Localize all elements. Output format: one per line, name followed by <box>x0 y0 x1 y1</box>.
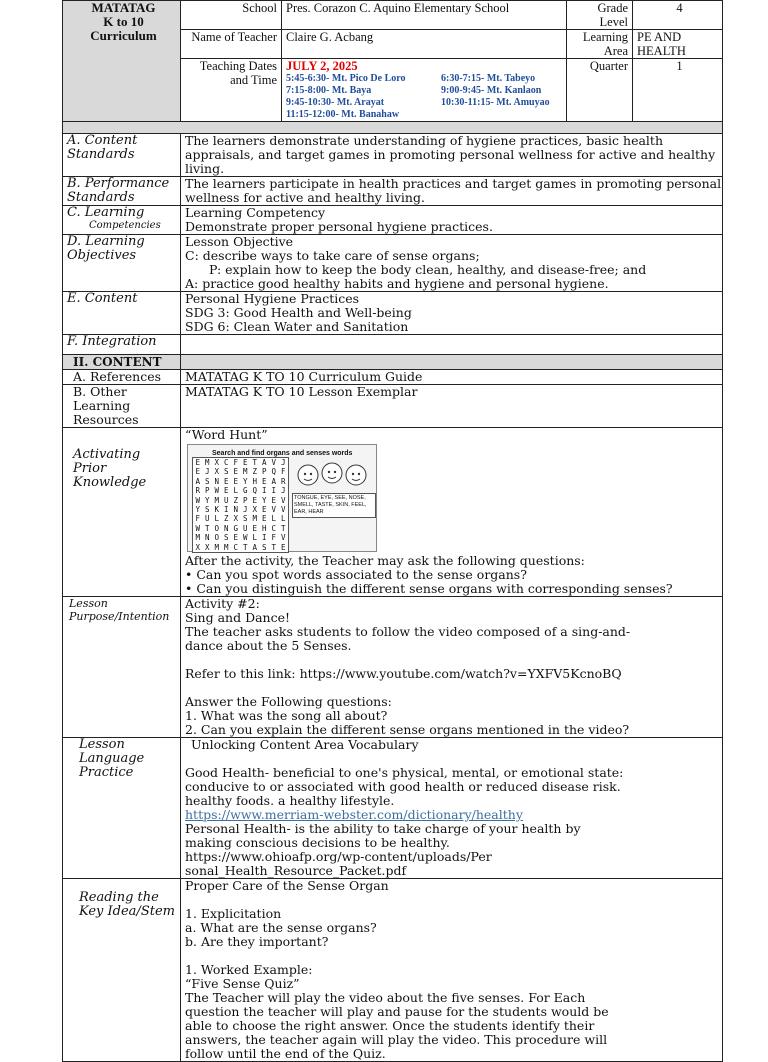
word-search-letter: Z <box>252 467 257 477</box>
quarter-label: Quarter <box>567 59 633 122</box>
word-search-letter: M <box>214 495 219 505</box>
word-search-letter: W <box>195 495 200 505</box>
content-line: SDG 6: Clean Water and Sanitation <box>185 319 409 334</box>
word-search-letter: M <box>214 542 219 552</box>
competencies-label: C. Learning <box>67 205 145 220</box>
word-search-letter: E <box>195 467 200 477</box>
teacher-value: Claire G. Acbang <box>282 30 567 59</box>
word-search-grid <box>192 457 289 553</box>
word-search-letter: I <box>261 486 267 496</box>
schedule-list <box>286 73 566 121</box>
schedule-item: 9:00-9:45- Mt. Kanlaon <box>441 85 542 96</box>
reading-line: Proper Care of the Sense Organ <box>185 878 389 893</box>
word-search-letter: Y <box>261 495 267 505</box>
word-search-image <box>187 444 377 552</box>
objective-p: P: explain how to keep the body clean, healthy, and disease-free; and <box>209 262 647 277</box>
word-search-letter: E <box>233 476 238 486</box>
word-search-letter: X <box>214 458 219 467</box>
integration-label: F. Integration <box>63 335 181 355</box>
word-search-letter: F <box>271 533 276 543</box>
word-search-letter: I <box>223 505 229 515</box>
references-text: MATATAG K TO 10 Curriculum Guide <box>181 370 723 385</box>
content-label: E. Content <box>63 292 181 335</box>
content-text <box>181 292 723 335</box>
purpose-line: The teacher asks students to follow the video composed of a sing-and-dance about the 5 Senses. <box>185 624 631 653</box>
other-resources-text: MATATAG K TO 10 Lesson Exemplar <box>181 385 723 428</box>
competencies-sublabel: Competencies <box>89 220 161 231</box>
word-search-letter: J <box>280 486 286 496</box>
content-standards-label: A. Content Standards <box>63 134 181 177</box>
word-search-letter: W <box>242 533 248 543</box>
lesson-plan-table <box>62 0 723 1062</box>
word-search-letter: W <box>214 486 219 496</box>
word-search-letter: Y <box>242 476 248 486</box>
word-search-letter: N <box>233 505 238 515</box>
word-search-letter: X <box>252 505 257 515</box>
word-search-letter: E <box>280 542 286 552</box>
children-faces-icon <box>296 459 368 491</box>
other-resources-label: B. Other Learning Resources <box>63 385 181 428</box>
word-search-letter: C <box>271 523 276 533</box>
purpose-question: 2. Can you explain the different sense organs mentioned in the video? <box>185 722 630 737</box>
word-search-letter: Q <box>271 467 276 477</box>
word-search-letter: Y <box>195 505 200 515</box>
quarter-value: 1 <box>633 59 723 122</box>
word-search-letter: J <box>242 505 248 515</box>
word-search-letter: U <box>242 523 248 533</box>
word-search-letter: S <box>261 542 267 552</box>
word-search-letter: S <box>204 476 210 486</box>
competency-heading: Learning Competency <box>185 205 326 220</box>
content-heading: II. CONTENT <box>63 355 181 370</box>
word-search-letter: S <box>242 514 248 524</box>
word-search-letter: X <box>214 467 219 477</box>
word-search-letter: E <box>242 458 248 467</box>
section-divider <box>63 122 723 134</box>
area-value: PE AND HEALTH <box>633 30 723 59</box>
word-search-letter: N <box>214 476 219 486</box>
word-search-letter: E <box>261 514 267 524</box>
language-content <box>181 738 723 879</box>
word-search-letter: V <box>280 533 286 543</box>
word-search-letter: L <box>233 486 238 496</box>
reading-line: b. Are they important? <box>185 934 329 949</box>
word-search-letter: L <box>280 514 286 524</box>
school-label: School <box>181 1 282 30</box>
word-search-letter: P <box>204 486 210 496</box>
competency-text: Demonstrate proper personal hygiene practices. <box>185 219 493 234</box>
lesson-plan-page <box>62 0 722 1061</box>
word-search-letter: M <box>195 533 200 543</box>
word-search-letter: K <box>214 505 219 515</box>
ohioafp-link[interactable]: https://www.ohioafp.org/wp-content/uploads/Personal_Health_Resource_Packet.pdf <box>185 849 492 878</box>
word-search-letter: R <box>280 476 286 486</box>
word-search-letter: M <box>223 542 229 552</box>
word-search-letter: S <box>204 505 210 515</box>
merriam-webster-link[interactable]: https://www.merriam-webster.com/dictionary/healthy <box>185 807 523 822</box>
word-search-letter: X <box>195 542 200 552</box>
word-search-letter: F <box>233 458 238 467</box>
schedule-cell <box>282 59 567 122</box>
word-search-letter: Y <box>204 495 210 505</box>
objectives-text <box>181 235 723 292</box>
schedule-item: 7:15-8:00- Mt. Baya <box>286 85 372 96</box>
word-search-letter: U <box>223 495 229 505</box>
integration-text <box>181 335 723 355</box>
video-link[interactable]: Refer to this link: https://www.youtube.com/watch?v=YXFV5KcnoBQ <box>185 666 622 681</box>
word-search-letter: I <box>261 533 267 543</box>
word-search-letter: Q <box>252 486 257 496</box>
dates-label: Teaching Dates and Time <box>181 59 282 122</box>
word-search-letter: V <box>271 505 276 515</box>
word-search-letter: E <box>271 495 276 505</box>
word-search-letter: V <box>280 505 286 515</box>
purpose-line: Activity #2: <box>185 596 260 611</box>
reading-label: Reading the Key Idea/Stem <box>63 879 181 1062</box>
purpose-question: 1. What was the song all about? <box>185 708 388 723</box>
word-search-letter: E <box>233 533 238 543</box>
word-search-letter: T <box>271 542 276 552</box>
question-item: • Can you distinguish the different sense organs with corresponding senses? <box>185 581 673 596</box>
competencies-text <box>181 206 723 235</box>
word-search-letter: V <box>280 495 286 505</box>
word-search-letter: W <box>195 523 200 533</box>
grade-label: Grade Level <box>567 1 633 30</box>
word-search-letter: G <box>242 486 248 496</box>
word-search-letter: U <box>204 514 210 524</box>
word-search-letter: T <box>252 458 257 467</box>
word-search-letter: N <box>223 523 229 533</box>
curriculum-line1: K to 10 <box>103 14 144 29</box>
after-activity-text: After the activity, the Teacher may ask the following questions: <box>185 553 585 568</box>
content-heading-fill <box>181 355 723 370</box>
word-search-letter: R <box>195 486 200 496</box>
area-label: Learning Area <box>567 30 633 59</box>
word-search-letter: O <box>214 533 219 543</box>
objective-c: C: describe ways to take care of sense organs; <box>185 248 480 263</box>
word-search-letter: E <box>261 476 267 486</box>
word-search-letter: P <box>261 467 267 477</box>
word-search-letter: H <box>261 523 267 533</box>
curriculum-line2: Curriculum <box>90 28 157 43</box>
word-search-letter: T <box>280 523 286 533</box>
word-search-letter: A <box>195 476 200 486</box>
word-search-letter: Z <box>223 514 229 524</box>
activating-content <box>181 428 723 597</box>
word-search-letter: S <box>223 533 229 543</box>
word-search-title: Search and find organs and senses words <box>212 450 353 457</box>
definition-good-health: Good Health- beneficial to one's physical, mental, or emotional state: conducive to or associated with good health or reduced disease risk. healthy foods. a healthy lifestyle. <box>185 765 624 808</box>
word-search-letter: E <box>233 467 238 477</box>
reading-line: a. What are the sense organs? <box>185 920 377 935</box>
performance-standards-text: The learners participate in health practices and target games in promoting personal wellness for active and healthy living. <box>181 177 723 206</box>
word-search-letter: C <box>233 542 238 552</box>
word-search-letter: X <box>233 514 238 524</box>
word-search-letter: E <box>261 505 267 515</box>
content-standards-text: The learners demonstrate understanding of hygiene practices, basic health appraisals, and target games in promoting personal wellness for active and healthy living. <box>181 134 723 177</box>
reading-line: “Five Sense Quiz” <box>185 976 300 991</box>
word-search-letter: T <box>204 523 210 533</box>
word-search-letter: E <box>223 476 229 486</box>
word-search-letter: F <box>195 514 200 524</box>
word-search-letter: E <box>252 523 257 533</box>
word-search-letter: M <box>204 458 210 467</box>
word-search-letter: V <box>271 458 276 467</box>
reading-line: The Teacher will play the video about the five senses. For Each question the teacher will play and pause for the students would be able to choose the right answer. Once the students identify their answers, the teacher again will play the video. This procedure will follow until the end of the Quiz. <box>185 990 609 1061</box>
content-line: SDG 3: Good Health and Well-being <box>185 305 412 320</box>
word-search-letter: E <box>223 486 229 496</box>
purpose-line: Sing and Dance! <box>185 610 291 625</box>
word-search-letter: L <box>271 514 276 524</box>
matatag-label: MATATAG <box>91 0 156 15</box>
schedule-item: 11:15-12:00- Mt. Banahaw <box>286 109 400 120</box>
objectives-label: D. Learning Objectives <box>63 235 181 292</box>
schedule-item: 9:45-10:30- Mt. Arayat <box>286 97 385 108</box>
grade-value: 4 <box>633 1 723 30</box>
activating-label: Activating Prior Knowledge <box>63 428 181 597</box>
definition-personal-health: Personal Health- is the ability to take charge of your health by making conscious decisions to be healthy. <box>185 821 581 850</box>
word-search-letter: J <box>280 458 286 467</box>
performance-standards-label: B. Performance Standards <box>63 177 181 206</box>
word-search-letter: E <box>252 495 257 505</box>
word-search-letter: L <box>252 533 257 543</box>
purpose-content <box>181 597 723 738</box>
purpose-label: Lesson Purpose/Intention <box>63 597 181 738</box>
reading-line: 1. Explicitation <box>185 906 282 921</box>
word-search-letter: H <box>252 476 257 486</box>
word-search-letter: M <box>252 514 257 524</box>
content-line: Personal Hygiene Practices <box>185 291 360 306</box>
schedule-item: 5:45-6:30- Mt. Pico De Loro <box>286 73 406 84</box>
word-search-letter: O <box>214 523 219 533</box>
objective-heading: Lesson Objective <box>185 234 294 249</box>
reading-content <box>181 879 723 1062</box>
vocab-heading: Unlocking Content Area Vocabulary <box>191 737 419 752</box>
word-list: TONGUE, EYE, SEE, NOSE, SMELL, TASTE, SKIN, FEEL, EAR, HEAR <box>292 493 376 518</box>
word-search-letter: S <box>223 467 229 477</box>
language-label: Lesson Language Practice <box>63 738 181 879</box>
teaching-date: JULY 2, 2025 <box>286 59 358 73</box>
objective-a: A: practice good healthy habits and hygiene and personal hygiene. <box>185 276 609 291</box>
question-item: • Can you spot words associated to the sense organs? <box>185 567 527 582</box>
references-label: A. References <box>63 370 181 385</box>
word-search-letter: G <box>233 523 238 533</box>
word-search-letter: N <box>204 533 210 543</box>
schedule-item: 10:30-11:15- Mt. Amuyao <box>441 97 550 108</box>
word-search-letter: J <box>204 467 210 477</box>
curriculum-badge <box>63 1 181 122</box>
activity-title: “Word Hunt” <box>185 427 268 442</box>
word-search-letter: P <box>242 495 248 505</box>
teacher-label: Name of Teacher <box>181 30 282 59</box>
word-search-letter: Z <box>233 495 238 505</box>
word-search-letter: L <box>214 514 219 524</box>
word-search-letter: F <box>280 467 286 477</box>
word-search-letter: X <box>204 542 210 552</box>
reading-line: 1. Worked Example: <box>185 962 313 977</box>
schedule-item: 6:30-7:15- Mt. Tabeyo <box>441 73 536 84</box>
word-search-letter: T <box>242 542 248 552</box>
word-search-letter: C <box>223 458 229 467</box>
word-search-letter: A <box>252 542 257 552</box>
word-search-letter: A <box>271 476 276 486</box>
word-search-letter: A <box>261 458 267 467</box>
competencies-label-cell <box>63 206 181 235</box>
purpose-line: Answer the Following questions: <box>185 694 392 709</box>
word-search-letter: M <box>242 467 248 477</box>
school-value: Pres. Corazon C. Aquino Elementary School <box>282 1 567 30</box>
word-search-letter: I <box>271 486 276 496</box>
word-search-letter: E <box>195 458 200 467</box>
